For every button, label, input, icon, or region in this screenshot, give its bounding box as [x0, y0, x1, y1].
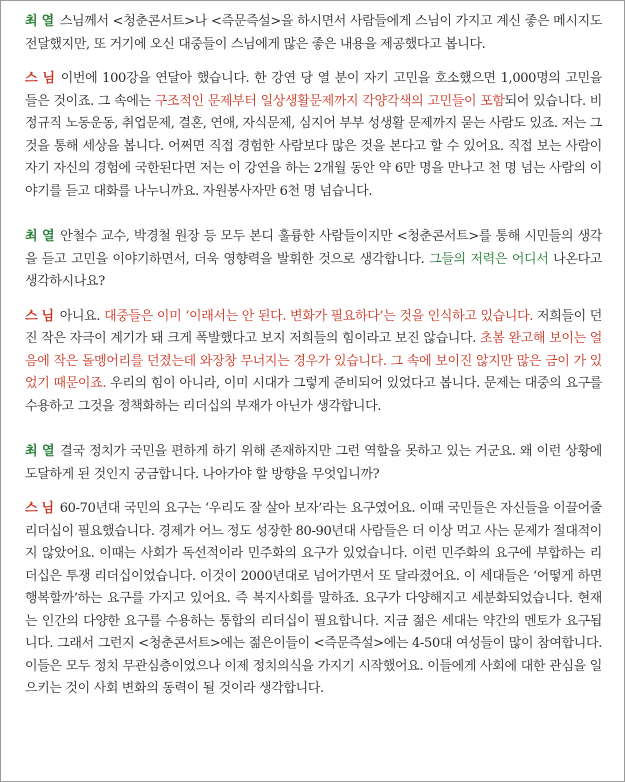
speaker-choi: 최 열 — [25, 14, 54, 29]
speaker-choi: 최 열 — [25, 229, 55, 244]
paragraph-text: 60-70년대 국민의 요구는 ‘우리도 잘 살아 보자’라는 요구였어요. 이때 국민들은 자신들을 이끌어줄 리더십이 필요했습니다. 경제가 어느 정도 성장한 80-90년대 사람들은 더 이상 먹고 사는 문제가 절대적이지 않았어요. 이때는 사회가 독선적이라 민주화의 요구가 있었습니다. 이런 민주화의 요구에 부합하는 리더십은 투쟁 리더십이었습니다. 이것이 2000년대로 넘어가면서 또 달라졌어요. 이 세대들은 ‘어떻게 하면 행복할까’하는 요구를 가지고 있어요. 즉 복지사회를 말하죠. 요구가 다양해지고 세분화되었습니다. 현재는 인간의 다양한 요구를 수용하는 통합의 리더십이 필요합니다. 지금 젊은 세대는 약간의 멘토가 요구됩니다. 그래서 그런지 <청춘콘서트>에는 젊은이들이 <즉문즉설>에는 4-50대 여성들이 많이 참여합니다. 이들은 모두 정치 무관심층이었으나 이제 정치의식을 가지기 시작했어요. 이들에게 사회에 대한 관심을 일으키는 것이 사회 변화의 동력이 될 것이라 생각합니다. — [25, 501, 603, 696]
speaker-seu: 스 님 — [25, 501, 54, 516]
paragraph-2 — [25, 68, 602, 203]
paragraph-text: 나온다고 생각하시나요? — [25, 251, 603, 289]
highlight-red: 대중들은 이미 ‘이래서는 안 된다. 변화가 필요하다’는 것을 인식하고 있습니다. — [104, 308, 534, 324]
spacer — [25, 56, 602, 68]
speaker-seu: 스 님 — [25, 308, 54, 324]
paragraph-text: 안철수 교수, 박경철 원장 등 모두 본디 훌륭한 사람들이지만 <청춘콘서트>를 통해 시민들의 생각을 듣고 고민을 이야기하면서, 더욱 영향력을 발휘한 것으로 생각합니다. — [25, 229, 602, 267]
paragraph-text: 우리의 힘이 아니라, 이미 시대가 그렇게 준비되어 있었다고 봅니다. 문제는 대중의 요구를 수용하고 그것을 정책화하는 리더십의 부재가 아닌가 생각합니다. — [25, 376, 602, 414]
highlight-green: 그들의 저력은 어디서 — [429, 251, 549, 267]
spacer — [25, 418, 602, 441]
paragraph-text: 결국 정치가 국민을 편하게 하기 위해 존재하지만 그런 역할을 못하고 있는 거군요. 왜 이런 상황에 도달하게 된 것인지 궁금합니다. 나아가야 할 방향을 무엇입니까? — [25, 444, 602, 482]
paragraph-text: 스님께서 <청춘콘서트>나 <즉문즉설>을 하시면서 사람들에게 스님이 가지고 계신 좋은 메시지도 전달했지만, 또 거기에 오신 대중들이 스님에게 많은 좋은 내용을 제공했다고 봅니다. — [25, 14, 602, 52]
spacer — [25, 203, 602, 226]
paragraph-3 — [25, 226, 602, 294]
paragraph-text: 아니요. — [59, 308, 105, 324]
paragraph-1 — [25, 11, 602, 56]
spacer — [25, 294, 602, 306]
paragraph-6 — [25, 498, 602, 701]
spacer — [25, 486, 602, 498]
paragraph-text: 저희들이 던진 작은 자극이 계기가 돼 크게 폭발했다고 보지 저희들의 힘이라고 보진 않습니다. — [25, 308, 602, 346]
highlight-red: 초봄 완고해 보이는 얼음에 작은 돌멩어리를 던졌는데 와장창 무너지는 경우가 있습니다. 그 속에 보이진 않지만 많은 금이 가 있었기 때문이죠. — [25, 331, 602, 391]
paragraph-4 — [25, 306, 602, 419]
paragraph-text: 되어 있습니다. 비정규직 노동운동, 취업문제, 결혼, 연애, 자식문제, 심지어 부부 성생활 문제까지 묻는 사람도 있죠. 저는 그것을 통해 세상을 봅니다. 어쩌면 직접 경험한 사람보다 많은 것을 본다고 할 수 있어요. 직접 보는 사람이 자기 자신의 경험에 국한된다면 저는 이 강연을 하는 2개월 동안 약 6만 명을 만나고 천 명 넘는 사람의 이야기를 듣고 대화를 나누니까요. 자원봉사자만 6천 명 넘습니다. — [25, 93, 602, 199]
paragraph-text: 이번에 100강을 연달아 했습니다. 한 강연 당 열 분이 자기 고민을 호소했으면 1,000명의 고민을 들은 것이죠. 그 속에는 — [25, 71, 603, 109]
highlight-red: 구조적인 문제부터 일상생활문제까지 각양각색의 고민들이 포함 — [154, 93, 505, 109]
article — [1, 1, 624, 701]
speaker-seu: 스 님 — [25, 71, 55, 86]
paragraph-5 — [25, 441, 602, 486]
speaker-choi: 최 열 — [25, 444, 55, 459]
